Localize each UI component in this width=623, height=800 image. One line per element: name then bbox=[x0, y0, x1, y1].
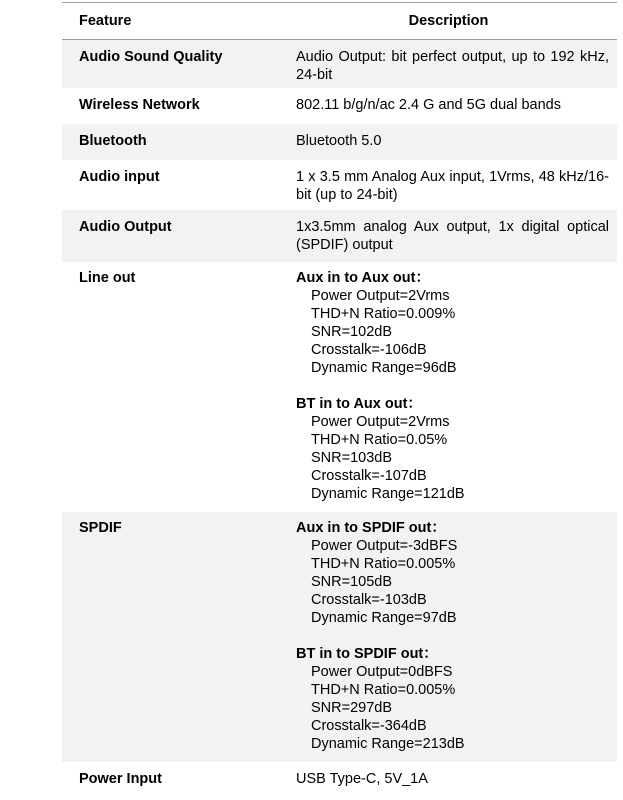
feature-description: Audio Output: bit perfect output, up to 192 kHz, 24-bit bbox=[296, 49, 609, 83]
feature-label: Audio Output bbox=[79, 219, 172, 235]
measurement-value: Dynamic Range=213dB bbox=[311, 736, 465, 752]
table-row bbox=[62, 262, 617, 512]
feature-label: Bluetooth bbox=[79, 133, 147, 149]
group-spacer bbox=[296, 627, 609, 645]
measurement-value: Crosstalk=-106dB bbox=[311, 342, 427, 358]
measurement-value: Dynamic Range=96dB bbox=[311, 360, 457, 376]
measurement-value: Crosstalk=-103dB bbox=[311, 592, 427, 608]
table-row bbox=[62, 210, 617, 262]
measurement-value: THD+N Ratio=0.009% bbox=[311, 306, 456, 322]
table-row bbox=[62, 40, 617, 88]
measurement-group-title: Aux in to Aux out： bbox=[296, 270, 430, 286]
table-row bbox=[62, 160, 617, 210]
column-header-feature: Feature bbox=[79, 13, 132, 29]
column-header-description: Description bbox=[408, 13, 489, 29]
measurement-value: Dynamic Range=97dB bbox=[311, 610, 457, 626]
measurement-group-title: Aux in to SPDIF out： bbox=[296, 520, 446, 536]
measurement-group-title: BT in to SPDIF out： bbox=[296, 646, 438, 662]
measurement-value: THD+N Ratio=0.005% bbox=[311, 556, 456, 572]
measurement-value: Dynamic Range=121dB bbox=[311, 486, 465, 502]
measurement-value: Power Output=0dBFS bbox=[311, 664, 453, 680]
feature-label: SPDIF bbox=[79, 520, 122, 536]
measurement-value: SNR=103dB bbox=[311, 450, 393, 466]
table-row bbox=[62, 88, 617, 124]
measurement-value: SNR=102dB bbox=[311, 324, 393, 340]
feature-description bbox=[280, 519, 617, 762]
feature-description bbox=[280, 269, 617, 512]
measurement-value: THD+N Ratio=0.05% bbox=[311, 432, 448, 448]
measurement-group-title: BT in to Aux out： bbox=[296, 396, 422, 412]
feature-label: Wireless Network bbox=[79, 97, 200, 113]
measurement-value: THD+N Ratio=0.005% bbox=[311, 682, 456, 698]
group-spacer bbox=[296, 377, 609, 395]
feature-label: Power Input bbox=[79, 771, 162, 787]
measurement-value: Power Output=2Vrms bbox=[311, 288, 450, 304]
measurement-value: Crosstalk=-107dB bbox=[311, 468, 427, 484]
table-row bbox=[62, 512, 617, 762]
measurement-value: Crosstalk=-364dB bbox=[311, 718, 427, 734]
feature-description: 1 x 3.5 mm Analog Aux input, 1Vrms, 48 kHz/16-bit (up to 24-bit) bbox=[296, 169, 609, 203]
measurement-value: Power Output=-3dBFS bbox=[311, 538, 458, 554]
feature-label: Audio input bbox=[79, 169, 160, 185]
measurement-value: Power Output=2Vrms bbox=[311, 414, 450, 430]
feature-description: USB Type-C, 5V_1A bbox=[296, 771, 428, 787]
measurement-value: SNR=105dB bbox=[311, 574, 393, 590]
feature-description: 802.11 b/g/n/ac 2.4 G and 5G dual bands bbox=[296, 97, 561, 113]
feature-label: Audio Sound Quality bbox=[79, 49, 223, 65]
feature-description: 1x3.5mm analog Aux output, 1x digital optical (SPDIF) output bbox=[296, 219, 609, 253]
table-row bbox=[62, 762, 617, 800]
measurement-value: SNR=297dB bbox=[311, 700, 393, 716]
table-row bbox=[62, 124, 617, 160]
table-header bbox=[62, 2, 617, 40]
spec-table bbox=[62, 0, 617, 800]
feature-description: Bluetooth 5.0 bbox=[296, 133, 382, 149]
feature-label: Line out bbox=[79, 270, 136, 286]
